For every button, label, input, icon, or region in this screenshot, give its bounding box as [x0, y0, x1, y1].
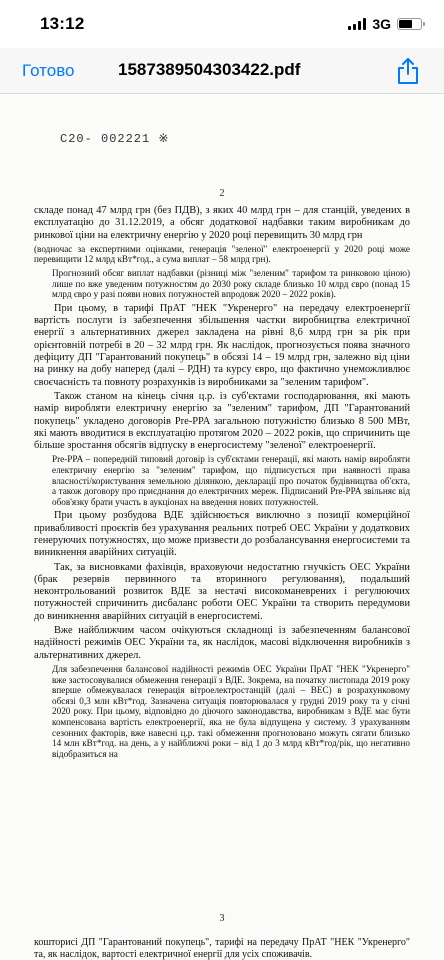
- document-serial-number: C20- 002221 ※: [60, 132, 170, 146]
- document-paragraph: При цьому, в тарифі ПрАТ "НЕК "Укренерго" на передачу електроенергії вартість послуги із забезпечення збільшення частки виробництва електричної енергії з альтернативних джерел закладена на рівні 8,6 млрд грн за рік при орієнтовній потребі в 20 – 32 млрд грн. Як наслідок, прогнозується поява значного дефіциту ДП "Гарантований покупець" в обсязі 14 – 19 млрд грн, залежно від ціни на ринку на добу наперед (далі – РДН) та курсу євро, що фактично унеможливлює своєчасність та повноту розрахунків із виробниками за "зеленим тарифом".: [34, 302, 410, 388]
- document-paragraph: складе понад 47 млрд грн (без ПДВ), з яких 40 млрд грн – для станцій, уведених в експлуатацію до 31.12.2019, а обсяг додаткової надбавки таким виробникам до ринкової ціни на електричну енергію у 2020 році перевищить 30 млрд грн: [34, 205, 410, 241]
- document-note: Прогнозний обсяг виплат надбавки (різниці між "зеленим" тарифом та ринковою ціною) лише по вже уведеним потужностям до 2030 року складе близько 10 млрд євро (понад 15 млрд євро у разі появи нових потужностей впродовж 2020 – 2022 років).: [52, 268, 410, 300]
- document-paragraph: Так, за висновками фахівців, враховуючи недостатню гнучкість ОЕС України (брак резервів первинного та вторинного регулювання), подальший неконтрольований розвиток ВДЕ за нестачі високоманеврених і регулюючих потужностей спричинить дисбаланс роботи ОЕС України та створить передумови до виникнення аварійних ситуацій в енергосистемі.: [34, 561, 410, 622]
- document-body: [34, 205, 410, 762]
- battery-icon: [397, 18, 422, 30]
- document-note: Pre-PPA – попередній типовий договір із суб'єктами генерації, які мають намір виробляти електричну енергію за "зеленим" тарифом, що підписується при наявності права власності/користування земельною ділянкою, декларації про початок будівництва об'єкта, а також договору про приєднання до електричних мереж. Підписаний Pre-PPA звільняє від обов'язку брати участь в аукціонах на введення нових потужностей.: [52, 454, 410, 507]
- document-title: 1587389504303422.pdf: [118, 60, 301, 79]
- page-separator-number: 3: [219, 913, 225, 924]
- document-paragraph: Вже найближчим часом очікуються складнощі із забезпеченням балансової надійності режимів ОЕС України та, як наслідок, масові відключення виробників з альтернативних джерел.: [34, 625, 410, 661]
- navigation-bar: [0, 48, 444, 94]
- status-bar: [0, 0, 444, 48]
- next-page-text: кошториcі ДП "Гарантований покупець", тарифі на передачу ПрАТ "НЕК "Укренерго" та, як наслідок, вартості електричної енергії для усіх споживачів.: [34, 937, 410, 960]
- cellular-signal-icon: [348, 18, 366, 30]
- document-note: (водночас за експертними оцінками, генерація "зеленої" електроенергії у 2020 році може перевищити 12 млрд кВт*год., а сума виплат – 58 млрд грн).: [34, 243, 410, 265]
- done-button[interactable]: Готово: [22, 61, 75, 80]
- document-paragraph: Також станом на кінець січня ц.р. із суб'єктами господарювання, які мають намір виробляти електричну енергію за "зеленим" тарифом, ДП "Гарантований покупець" укладено договорів Pre-PPA загальною потужністю близько 8 500 МВт, які мають вводитися в експлуатацію протягом 2020 – 2022 років, що спричинить ще більше зростання обсягів відпуску в енергосистему "зеленої" електроенергії.: [34, 390, 410, 452]
- share-icon[interactable]: [396, 57, 420, 85]
- page-number-top: 2: [219, 188, 225, 199]
- pdf-page[interactable]: [0, 95, 444, 960]
- network-type: 3G: [372, 16, 391, 32]
- document-note: Для забезпечення балансової надійності режимів ОЕС України ПрАТ "НЕК "Укренерго" вже застосовувалися обмеження генерації з ВДЕ. Зокрема, на початку листопада 2019 року вперше обмежувалася генерація вітроелектростанцій (далі – ВЕС) в розрахунковому обсязі 0,3 млн кВт*год. Зазначена ситуація повторювалася у грудні 2019 року та у січні 2020 року. При цьому, відповідно до діючого законодавства, виробникам з ВДЕ має бути компенсована вартість електроенергії, яка не була відпущена у систему. З урахуванням сезонних факторів, вже навесні ц.р. такі обмеження прогнозовано можуть сягати близько 14 млн кВт*год. на день, а у найближчі роки – від 1 до 3 млрд кВт*год/рік, що негативно відобразиться на: [52, 663, 410, 759]
- status-time: 13:12: [40, 14, 85, 33]
- status-indicators: [348, 16, 422, 32]
- document-paragraph: При цьому розбудова ВДЕ здійснюється виключно з позиції комерційної привабливості проєктів без урахування реальних потреб ОЕС України у додаткових генеруючих потужностях, що може призвести до розбалансування енергосистеми та виникнення аварійних ситуацій.: [34, 510, 410, 559]
